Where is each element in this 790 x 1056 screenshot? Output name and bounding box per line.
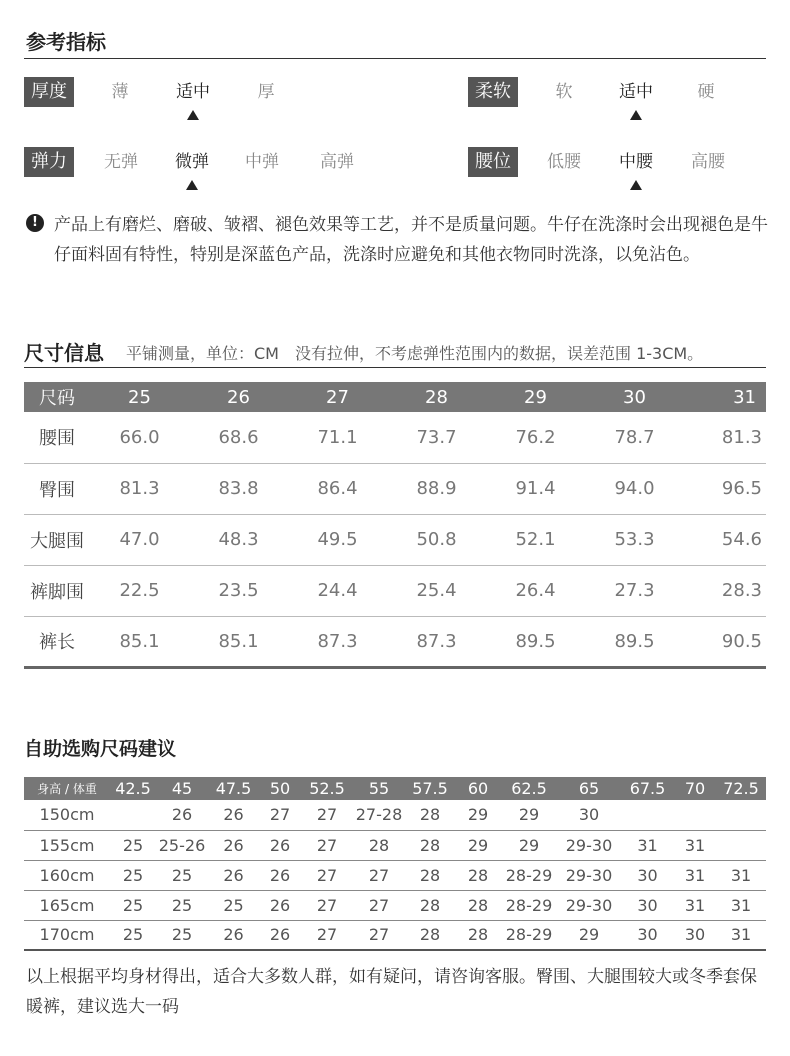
table-cell: 28	[455, 890, 501, 920]
table-cell: 23.5	[189, 565, 288, 616]
header-cell: 50	[259, 777, 301, 800]
size-table	[24, 382, 766, 669]
table-cell: 53.3	[585, 514, 684, 565]
table-cell: 81.3	[90, 463, 189, 514]
row-label: 大腿围	[24, 514, 90, 565]
table-cell: 22.5	[90, 565, 189, 616]
table-cell	[674, 800, 716, 830]
table-cell: 26	[156, 800, 208, 830]
table-cell: 26.4	[486, 565, 585, 616]
table-cell: 30	[621, 920, 674, 950]
ref-row-softness	[468, 77, 768, 113]
table-cell: 28	[405, 890, 455, 920]
ref-option: 高腰	[691, 152, 725, 172]
header-cell: 26	[189, 382, 288, 412]
size-advice-footnote: 以上根据平均身材得出，适合大多数人群，如有疑问，请咨询客服。臀围、大腿围较大或冬季套保暖裤，建议选大一码	[26, 967, 757, 1017]
ref-option: 厚	[257, 82, 275, 102]
ref-option-selected: 中腰	[613, 147, 659, 177]
row-label: 165cm	[24, 890, 110, 920]
row-label: 腰围	[24, 412, 90, 463]
row-label: 155cm	[24, 830, 110, 860]
table-cell: 28	[455, 920, 501, 950]
size-table-header	[24, 382, 766, 412]
header-cell: 45	[156, 777, 208, 800]
table-cell: 85.1	[189, 616, 288, 667]
header-cell: 72.5	[716, 777, 766, 800]
table-cell: 27	[353, 920, 405, 950]
table-row	[24, 830, 766, 860]
care-notice-text: 产品上有磨烂、磨破、皱褶、褪色效果等工艺，并不是质量问题。牛仔在洗涤时会出现褪色是牛仔面料固有特性，特别是深蓝色产品，洗涤时应避免和其他衣物同时洗涤，以免沾色。	[54, 215, 768, 265]
exclamation-icon: !	[26, 214, 44, 232]
header-cell: 身高 / 体重	[24, 777, 110, 800]
row-label: 150cm	[24, 800, 110, 830]
table-cell: 52.1	[486, 514, 585, 565]
size-info-divider	[24, 367, 766, 368]
ref-option: 无弹	[104, 152, 138, 172]
table-row	[24, 565, 766, 616]
ref-option: 软	[555, 82, 573, 102]
reference-title: 参考指标	[26, 30, 106, 54]
header-cell: 60	[455, 777, 501, 800]
table-row	[24, 514, 766, 565]
header-cell: 57.5	[405, 777, 455, 800]
table-cell: 71.1	[288, 412, 387, 463]
table-cell: 31	[621, 830, 674, 860]
table-cell: 29	[501, 830, 557, 860]
table-cell: 29	[455, 800, 501, 830]
table-cell: 25-26	[156, 830, 208, 860]
header-cell: 67.5	[621, 777, 674, 800]
table-cell: 25	[208, 890, 259, 920]
table-cell: 27-28	[353, 800, 405, 830]
table-cell: 27	[353, 890, 405, 920]
table-cell: 30	[621, 890, 674, 920]
table-cell: 50.8	[387, 514, 486, 565]
table-cell: 31	[674, 860, 716, 890]
table-cell: 28-29	[501, 920, 557, 950]
ref-row-thickness	[24, 77, 344, 113]
table-cell: 48.3	[189, 514, 288, 565]
ref-row-elasticity	[24, 147, 384, 183]
recommend-table-header	[24, 777, 766, 800]
table-cell: 78.7	[585, 412, 684, 463]
table-cell: 31	[716, 920, 766, 950]
table-cell: 27	[353, 860, 405, 890]
ref-option: 低腰	[547, 152, 581, 172]
table-cell: 90.5	[684, 616, 766, 667]
ref-option: 薄	[111, 82, 129, 102]
table-cell: 31	[674, 890, 716, 920]
ref-option: 硬	[697, 82, 715, 102]
table-cell: 91.4	[486, 463, 585, 514]
table-row	[24, 800, 766, 830]
table-cell: 26	[208, 920, 259, 950]
table-cell: 24.4	[288, 565, 387, 616]
table-cell: 26	[208, 800, 259, 830]
table-cell	[716, 830, 766, 860]
table-row	[24, 920, 766, 950]
table-cell: 28	[353, 830, 405, 860]
table-cell: 25	[110, 830, 156, 860]
table-cell: 28	[405, 920, 455, 950]
recommend-title: 自助选购尺码建议	[24, 738, 177, 760]
table-cell: 28	[405, 800, 455, 830]
table-cell: 28	[405, 830, 455, 860]
table-cell: 25	[110, 860, 156, 890]
table-cell: 25	[110, 920, 156, 950]
table-cell: 89.5	[486, 616, 585, 667]
table-cell: 83.8	[189, 463, 288, 514]
table-cell: 28-29	[501, 890, 557, 920]
table-cell: 30	[557, 800, 621, 830]
header-cell: 52.5	[301, 777, 353, 800]
header-cell: 28	[387, 382, 486, 412]
header-cell: 27	[288, 382, 387, 412]
table-cell: 66.0	[90, 412, 189, 463]
table-cell: 87.3	[387, 616, 486, 667]
table-cell: 27	[301, 830, 353, 860]
table-cell: 29	[557, 920, 621, 950]
header-cell: 42.5	[110, 777, 156, 800]
ref-option-selected: 适中	[611, 77, 661, 107]
table-cell: 29-30	[557, 890, 621, 920]
header-cell: 29	[486, 382, 585, 412]
table-row	[24, 412, 766, 463]
table-cell: 25	[156, 890, 208, 920]
table-cell: 28.3	[684, 565, 766, 616]
ref-label-softness: 柔软	[468, 77, 518, 107]
table-cell: 89.5	[585, 616, 684, 667]
header-cell: 65	[557, 777, 621, 800]
table-cell	[621, 800, 674, 830]
table-cell: 27	[301, 800, 353, 830]
table-cell: 27.3	[585, 565, 684, 616]
table-cell: 29	[501, 800, 557, 830]
table-cell: 49.5	[288, 514, 387, 565]
table-cell: 26	[259, 920, 301, 950]
table-row	[24, 860, 766, 890]
table-cell: 31	[674, 830, 716, 860]
table-cell: 28	[405, 860, 455, 890]
table-cell: 27	[259, 800, 301, 830]
table-cell: 86.4	[288, 463, 387, 514]
table-cell: 96.5	[684, 463, 766, 514]
recommend-table	[24, 777, 766, 951]
reference-divider	[24, 58, 766, 59]
table-cell: 68.6	[189, 412, 288, 463]
size-info-subtitle: 平铺测量，单位：CM 没有拉伸，不考虑弹性范围内的数据，误差范围 1-3CM。	[126, 344, 704, 363]
header-cell: 30	[585, 382, 684, 412]
ref-option-selected: 微弹	[169, 147, 215, 177]
table-row	[24, 463, 766, 514]
table-cell: 27	[301, 860, 353, 890]
row-label: 160cm	[24, 860, 110, 890]
table-cell: 54.6	[684, 514, 766, 565]
table-cell: 88.9	[387, 463, 486, 514]
table-row	[24, 890, 766, 920]
header-cell: 31	[684, 382, 766, 412]
row-label: 裤长	[24, 616, 90, 667]
table-cell: 25	[110, 890, 156, 920]
header-cell: 62.5	[501, 777, 557, 800]
table-cell: 25	[156, 920, 208, 950]
table-cell	[716, 800, 766, 830]
table-cell: 85.1	[90, 616, 189, 667]
row-label: 170cm	[24, 920, 110, 950]
table-cell: 29-30	[557, 830, 621, 860]
table-cell: 94.0	[585, 463, 684, 514]
table-cell: 31	[716, 860, 766, 890]
table-cell: 29	[455, 830, 501, 860]
table-cell: 31	[716, 890, 766, 920]
header-cell: 尺码	[24, 382, 90, 412]
table-cell: 30	[621, 860, 674, 890]
table-cell: 73.7	[387, 412, 486, 463]
ref-label-elasticity: 弹力	[24, 147, 74, 177]
header-cell: 25	[90, 382, 189, 412]
header-cell: 55	[353, 777, 405, 800]
row-label: 裤脚围	[24, 565, 90, 616]
ref-option-selected: 适中	[168, 77, 218, 107]
table-cell: 28	[455, 860, 501, 890]
table-cell: 26	[259, 830, 301, 860]
table-cell: 25	[156, 860, 208, 890]
header-cell: 70	[674, 777, 716, 800]
table-cell: 47.0	[90, 514, 189, 565]
table-cell: 27	[301, 890, 353, 920]
header-cell: 47.5	[208, 777, 259, 800]
table-cell: 28-29	[501, 860, 557, 890]
table-cell: 76.2	[486, 412, 585, 463]
table-cell	[110, 800, 156, 830]
ref-option: 中弹	[245, 152, 279, 172]
table-cell: 81.3	[684, 412, 766, 463]
table-cell: 26	[208, 860, 259, 890]
table-row	[24, 616, 766, 667]
table-cell: 29-30	[557, 860, 621, 890]
table-cell: 30	[674, 920, 716, 950]
row-label: 臀围	[24, 463, 90, 514]
table-cell: 25.4	[387, 565, 486, 616]
table-cell: 26	[259, 860, 301, 890]
ref-option: 高弹	[320, 152, 354, 172]
table-cell: 26	[208, 830, 259, 860]
ref-row-waist	[468, 147, 768, 183]
ref-label-thickness: 厚度	[24, 77, 74, 107]
table-cell: 87.3	[288, 616, 387, 667]
table-cell: 26	[259, 890, 301, 920]
size-info-title: 尺寸信息	[24, 341, 104, 365]
table-cell: 27	[301, 920, 353, 950]
ref-label-waist: 腰位	[468, 147, 518, 177]
